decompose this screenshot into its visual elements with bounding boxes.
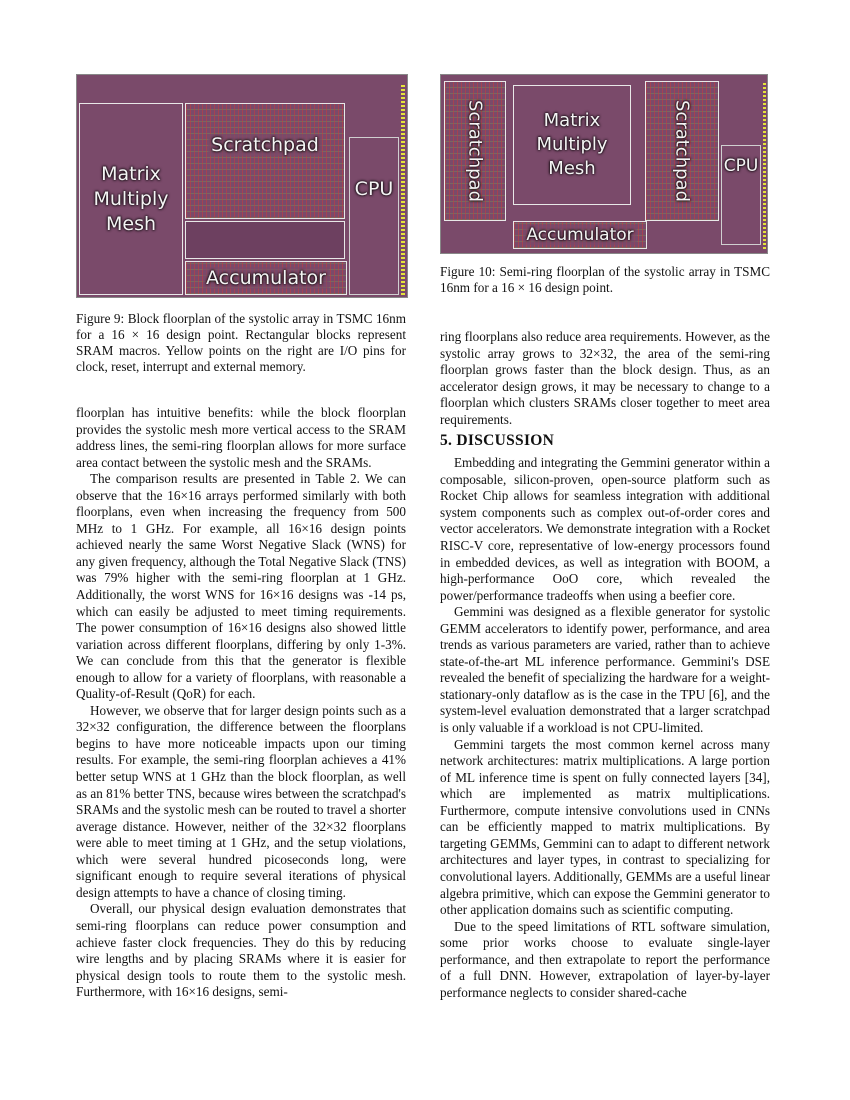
fig10-scratchpad-right-label: Scratchpad bbox=[671, 100, 693, 202]
fig9-lower-sram-block bbox=[185, 221, 345, 259]
fig9-scratchpad-label: Scratchpad bbox=[208, 134, 322, 156]
fig10-io-pins bbox=[763, 83, 766, 249]
fig10-matrix-block bbox=[513, 85, 631, 205]
fig9-accumulator-label: Accumulator bbox=[203, 267, 329, 289]
fig10-cpu-block bbox=[721, 145, 761, 245]
paragraph: Embedding and integrating the Gemmini generator within a composable, silicon-proven, open-source platform such as Rocket Chip allows for seamless integration with additional system components such as complex out-of-order cores and vector accelerators. We demonstrate integration with a Rocket RISC-V core, representative of low-energy processors found in embedded devices, as well as integration with BOOM, a high-performance OoO core, which revealed the power/performance tradeoffs when using a beefier core. bbox=[440, 455, 770, 603]
figure-9-caption: Figure 9: Block floorplan of the systolic array in TSMC 16nm for a 16 × 16 design point. Rectangular blocks represent SRAM macros. Yellow points on the right are I/O pins for clock, reset, interrupt and external memory. bbox=[76, 311, 406, 374]
fig9-matrix-label: Matrix Multiply Mesh bbox=[93, 162, 169, 235]
left-text-column bbox=[76, 405, 406, 1001]
fig10-scratchpad-left-block bbox=[444, 81, 506, 221]
fig9-cpu-block bbox=[349, 137, 399, 295]
paragraph: floorplan has intuitive benefits: while the block floorplan provides the systolic mesh more vertical access to the SRAM address lines, the semi-ring floorplan allows for more surface area contact between the systolic mesh and the SRAMs. bbox=[76, 405, 406, 470]
fig10-accumulator-block bbox=[513, 221, 647, 249]
fig10-scratchpad-right-block bbox=[645, 81, 719, 221]
fig10-matrix-label: Matrix Multiply Mesh bbox=[536, 110, 608, 179]
paragraph: Overall, our physical design evaluation demonstrates that semi-ring floorplans can reduce power consumption and achieve faster clock frequencies. They do this by reducing wire lengths and by placing SRAMs where it is easier for physical design tools to route them to the systolic mesh. Furthermore, with 16×16 designs, semi- bbox=[76, 901, 406, 1000]
fig10-accumulator-label: Accumulator bbox=[523, 225, 636, 245]
fig10-scratchpad-left-label: Scratchpad bbox=[464, 100, 486, 202]
right-text-column bbox=[440, 329, 770, 1001]
figure-10-floorplan-image bbox=[440, 74, 768, 254]
paragraph: ring floorplans also reduce area requirements. However, as the systolic array grows to 32×32, the area of the semi-ring floorplan grows faster than the block design. Thus, as an accelerator design grows, it may be necessary to change to a floorplan which clusters SRAMs closer together to meet area requirements. bbox=[440, 329, 770, 427]
fig9-accumulator-block bbox=[185, 261, 347, 295]
paragraph: Gemmini was designed as a flexible generator for systolic GEMM accelerators to identify power, performance, and area trends as various parameters are varied, rather than to achieve state-of-the-art ML inference performance. Gemmini's DSE revealed the benefit of specializing the hardware for a weight-stationary-only dataflow as is the case in the TPU [6], and the system-level evaluation demonstrated that a larger scratchpad is only valuable if a workload is not CPU-limited. bbox=[440, 604, 770, 736]
section-heading: 5. DISCUSSION bbox=[440, 432, 555, 450]
paragraph: The comparison results are presented in Table 2. We can observe that the 16×16 arrays performed similarly with both floorplans, even when increasing the frequency from 500 MHz to 1 GHz. For example, all 16×16 design points achieved nearly the same Worst Negative Slack (WNS) for any given frequency, although the Total Negative Slack (TNS) was 79% higher with the semi-ring floorplan at 1 GHz. Additionally, the worst WNS for 16×16 designs was -14 ps, which can easily be adjusted to meet timing requirements. The power consumption of 16×16 designs also showed little variation across different floorplans, differing by only 1-3%. We can conclude from this that the generator is flexible enough to allow for a variety of floorplans, with reasonable a Quality-of-Result (QoR) for each. bbox=[76, 471, 406, 702]
fig10-cpu-label: CPU bbox=[723, 156, 759, 176]
paragraph: Gemmini targets the most common kernel across many network architectures: matrix multiplications. A large portion of ML inference time is spent on fully connected layers [34], which are implemented as matrix multiplications. Furthermore, compute intensive convolutions used in CNNs can be efficiently mapped to matrix multiplications. By targeting GEMMs, Gemmini can to adapt to different network architectures and layer types, in contrast to specializing for convolutional layers. Additionally, GEMMs are a useful linear algebra primitive, which can expose the Gemmini generator to other application domains such as scientific computing. bbox=[440, 736, 770, 918]
fig9-cpu-label: CPU bbox=[354, 178, 394, 200]
figure-10-caption: Figure 10: Semi-ring floorplan of the systolic array in TSMC 16nm for a 16 × 16 design point. bbox=[440, 264, 770, 295]
paragraph: However, we observe that for larger design points such as a 32×32 configuration, the difference between the floorplans begins to have more noticeable impacts upon our timing results. For example, the semi-ring floorplan achieves a 41% better setup WNS at 1 GHz than the block floorplan, as well as an 81% better TNS, because wires between the scratchpad's SRAMs and the systolic mesh can be routed to travel a shorter average distance. However, neither of the 32×32 floorplans were able to meet timing at 1 GHz, and the setup violations, which were several hundred picoseconds long, were significant enough to require several iterations of physical design attempts to have a chance of closing timing. bbox=[76, 702, 406, 900]
fig9-scratchpad-block bbox=[185, 103, 345, 219]
figure-9-floorplan-image bbox=[76, 74, 408, 298]
fig9-io-pins bbox=[401, 85, 405, 295]
fig9-matrix-block bbox=[79, 103, 183, 295]
paragraph: Due to the speed limitations of RTL software simulation, some prior works choose to evaluate single-layer performance, and then extrapolate to report the performance of a full DNN. However, extrapolation of layer-by-layer performance neglects to consider shared-cache bbox=[440, 918, 770, 1000]
